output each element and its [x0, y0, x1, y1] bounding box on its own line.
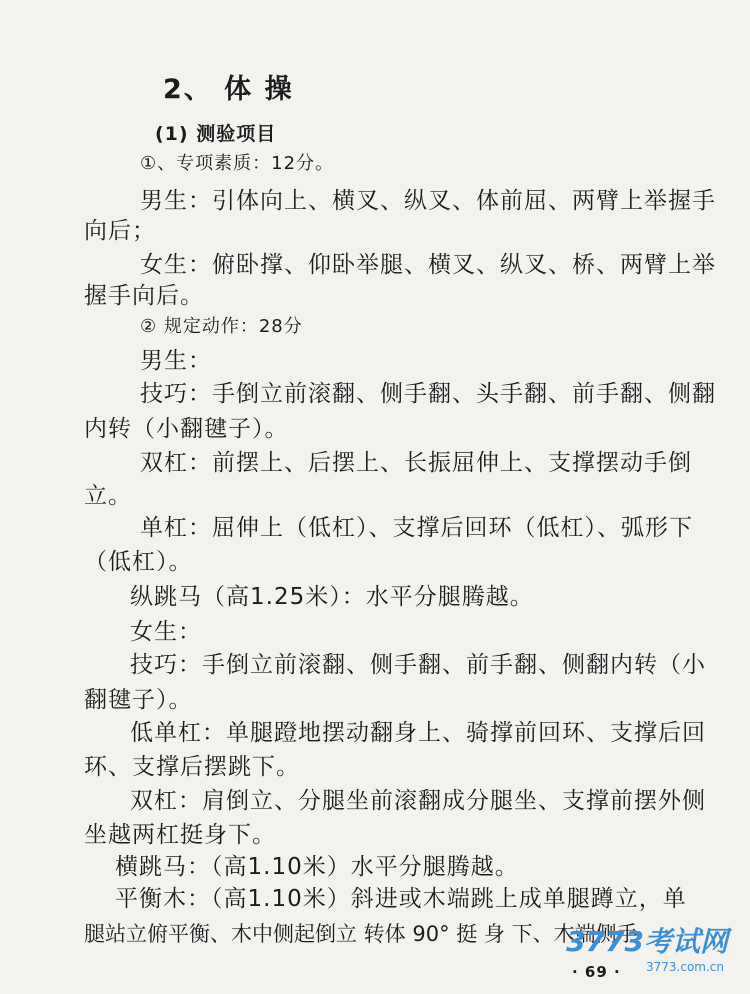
male-quality-line-2: 向后；: [84, 218, 156, 244]
female-lowbar-line-1: 低单杠：单腿蹬地摆动翻身上、骑撑前回环、支撑后回: [130, 720, 706, 746]
male-skill-line-1: 技巧：手倒立前滚翻、侧手翻、头手翻、前手翻、侧翻: [140, 381, 716, 407]
female-quality-line-1: 女生：俯卧撑、仰卧举腿、横叉、纵叉、桥、两臂上举: [140, 252, 716, 278]
female-pbars-line-2: 坐越两杠挺身下。: [84, 822, 276, 848]
male-label: 男生：: [140, 348, 212, 374]
female-beam-line-1: 平衡木：（高1.10米）斜进或木端跳上成单腿蹲立，单: [115, 886, 687, 912]
male-hbar-line-2: （低杠）。: [84, 549, 193, 575]
female-label: 女生：: [130, 619, 202, 645]
female-skill-line-1: 技巧：手倒立前滚翻、侧手翻、前手翻、侧翻内转（小: [130, 652, 706, 678]
female-lowbar-line-2: 环、支撑后摆跳下。: [84, 754, 300, 780]
female-pbars-line-1: 双杠：肩倒立、分腿坐前滚翻成分腿坐、支撑前摆外侧: [130, 788, 706, 814]
male-pbars-line-1: 双杠：前摆上、后摆上、长振屈伸上、支撑摆动手倒: [140, 450, 692, 476]
female-quality-line-2: 握手向后。: [84, 283, 204, 309]
male-quality-line-1: 男生：引体向上、横叉、纵叉、体前屈、两臂上举握手: [140, 188, 716, 214]
watermark-url: 3773.com.cn: [646, 960, 724, 974]
male-pbars-line-2: 立。: [84, 483, 132, 509]
male-hbar-line-1: 单杠：屈伸上（低杠）、支撑后回环（低杠）、弧形下: [140, 515, 693, 541]
page-number: · 69 ·: [572, 963, 621, 981]
female-vault-line: 横跳马：（高1.10米）水平分腿腾越。: [115, 854, 519, 880]
watermark-logo-text: 3773考试网: [566, 925, 728, 958]
male-vault-line: 纵跳马（高1.25米）：水平分腿腾越。: [130, 584, 534, 610]
female-beam-line-2: 腿站立俯平衡、木中侧起倒立 转体 90° 挺 身 下、木端侧手: [84, 922, 638, 946]
male-skill-line-2: 内转（小翻毽子）。: [84, 416, 289, 442]
female-skill-line-2: 翻毽子）。: [84, 687, 193, 713]
item-heading-1: ①、专项素质：12分。: [140, 153, 335, 174]
item-heading-2: ② 规定动作：28分: [140, 316, 303, 337]
subsection-heading: (1) 测验项目: [155, 123, 277, 145]
section-title: 2、 体 操: [163, 74, 294, 105]
